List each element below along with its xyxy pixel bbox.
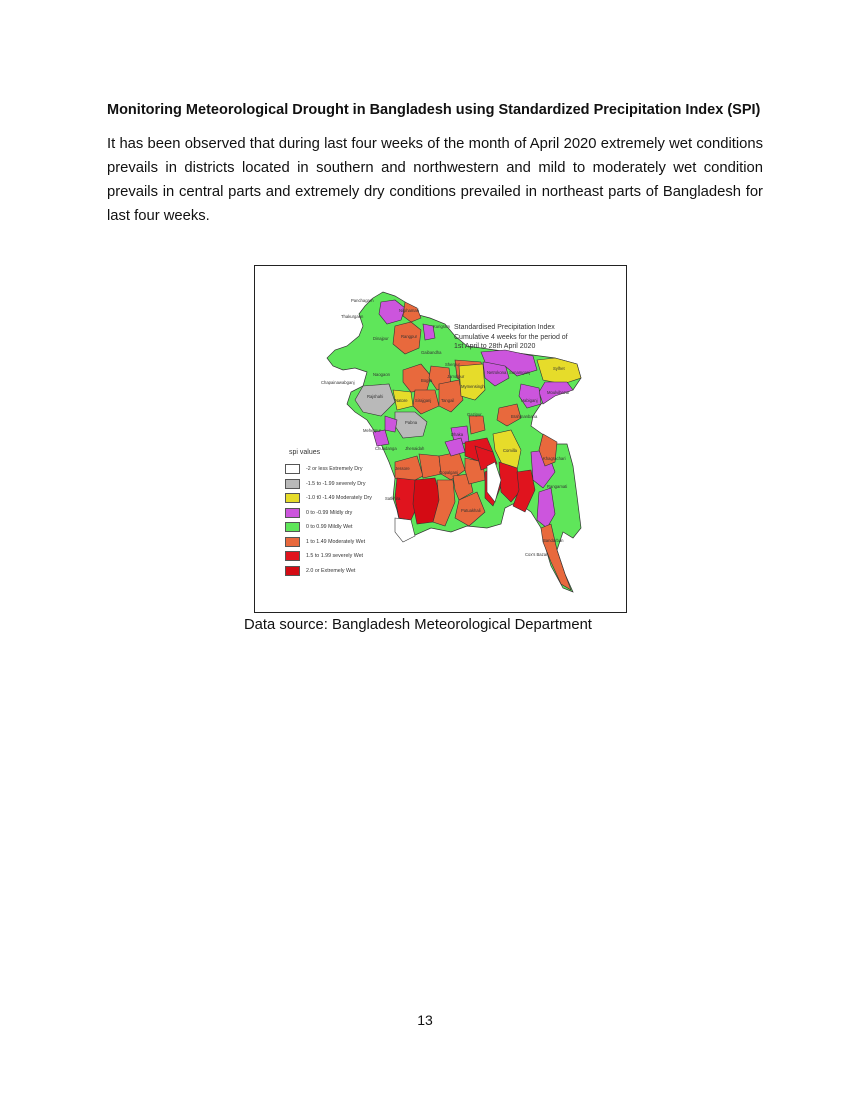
- svg-text:Bandarban: Bandarban: [543, 538, 564, 543]
- legend-swatch: [285, 479, 300, 489]
- svg-text:Satkhira: Satkhira: [385, 496, 401, 501]
- svg-text:Bogra: Bogra: [421, 378, 433, 383]
- svg-text:Sunamganj: Sunamganj: [509, 370, 531, 375]
- figure-caption: Data source: Bangladesh Meteorological Department: [244, 617, 592, 633]
- svg-text:Brahmanbaria: Brahmanbaria: [511, 414, 538, 419]
- legend-item: [285, 535, 425, 550]
- svg-text:Sirajganj: Sirajganj: [415, 398, 432, 403]
- legend-swatch: [285, 566, 300, 576]
- legend-item: [285, 564, 425, 579]
- svg-text:Nilphamari: Nilphamari: [399, 308, 420, 313]
- svg-text:Gopalganj: Gopalganj: [439, 470, 459, 475]
- svg-text:Dhaka: Dhaka: [451, 432, 464, 437]
- svg-text:Sherpur: Sherpur: [445, 362, 460, 367]
- legend-label: 0 to -0.99 Mildly dry: [306, 509, 353, 516]
- svg-text:Pabna: Pabna: [405, 420, 418, 425]
- svg-text:Rajshahi: Rajshahi: [367, 394, 384, 399]
- legend-swatch: [285, 493, 300, 503]
- legend-label: -2 or less Extremely Dry: [306, 466, 363, 473]
- legend-label: 2.0 or Extremely Wet: [306, 567, 356, 574]
- spi-map-figure: [254, 265, 627, 613]
- legend-title: spi values: [289, 449, 321, 456]
- page-heading: Monitoring Meteorological Drought in Bangladesh using Standardized Precipitation Index (SPI): [107, 102, 761, 118]
- body-paragraph: It has been observed that during last four weeks of the month of April 2020 extremely wet conditions prevails in districts located in southern and northwestern and mild to moderately wet condition prevails in central parts and extremely dry conditions prevailed in northeast parts of Bangladesh for last four weeks.: [107, 136, 763, 224]
- svg-text:Naogaon: Naogaon: [373, 372, 390, 377]
- svg-text:Tangail: Tangail: [441, 398, 455, 403]
- legend-swatch: [285, 508, 300, 518]
- svg-text:Rangamati: Rangamati: [547, 484, 568, 489]
- legend-item: [285, 506, 425, 521]
- map-legend: [285, 449, 425, 578]
- svg-text:Jamalpur: Jamalpur: [447, 374, 465, 379]
- legend-label: 0 to 0.99 Mildly Wet: [306, 524, 353, 531]
- svg-text:Patuakhali: Patuakhali: [461, 508, 481, 513]
- svg-text:Habiganj: Habiganj: [521, 398, 538, 403]
- legend-swatch: [285, 522, 300, 532]
- svg-text:Chapainawabganj: Chapainawabganj: [321, 380, 355, 385]
- legend-item: [285, 520, 425, 535]
- svg-text:Meherpur: Meherpur: [363, 428, 381, 433]
- map-title-line-3: 1st April to 28th April 2020: [454, 343, 536, 350]
- legend-swatch: [285, 551, 300, 561]
- svg-text:Panchagarh: Panchagarh: [351, 298, 374, 303]
- svg-text:Kurigram: Kurigram: [433, 324, 450, 329]
- legend-label: -1.5 to -1.99 severely Dry: [306, 480, 366, 487]
- svg-text:Comilla: Comilla: [503, 448, 517, 453]
- map-title-line-1: Standardised Precipitation Index: [454, 324, 555, 331]
- svg-text:Khagrachari: Khagrachari: [543, 456, 566, 461]
- svg-text:Jessore: Jessore: [395, 466, 410, 471]
- svg-text:Sylhet: Sylhet: [553, 366, 565, 371]
- svg-text:Moulvibazar: Moulvibazar: [547, 390, 570, 395]
- legend-swatch: [285, 537, 300, 547]
- svg-text:Cox's Bazar: Cox's Bazar: [525, 552, 548, 557]
- map-title: [454, 323, 624, 352]
- legend-swatch: [285, 464, 300, 474]
- svg-text:Mymensingh: Mymensingh: [461, 384, 485, 389]
- svg-text:Netrokona: Netrokona: [487, 370, 507, 375]
- legend-item: [285, 491, 425, 506]
- svg-text:Gazipur: Gazipur: [467, 412, 482, 417]
- legend-label: 1.5 to 1.99 severely Wet: [306, 553, 364, 560]
- page-number: 13: [417, 1012, 433, 1028]
- legend-item: [285, 549, 425, 564]
- map-region-moderately-dry-sylhet: [537, 358, 581, 384]
- svg-text:Rangpur: Rangpur: [401, 334, 418, 339]
- legend-label: -1.0 t0 -1.49 Moderately Dry: [306, 495, 372, 502]
- svg-text:Gaibandha: Gaibandha: [421, 350, 442, 355]
- svg-text:Dinajpur: Dinajpur: [373, 336, 389, 341]
- map-title-line-2: Cumulative 4 weeks for the period of: [454, 333, 568, 341]
- svg-text:Jhenaidah: Jhenaidah: [405, 446, 425, 451]
- svg-text:Chuadanga: Chuadanga: [375, 446, 397, 451]
- legend-item: [285, 462, 425, 477]
- legend-item: [285, 477, 425, 492]
- legend-label: 1 to 1.49 Moderately Wet: [306, 538, 366, 545]
- svg-text:Thakurgaon: Thakurgaon: [341, 314, 364, 319]
- svg-text:Natore: Natore: [395, 398, 408, 403]
